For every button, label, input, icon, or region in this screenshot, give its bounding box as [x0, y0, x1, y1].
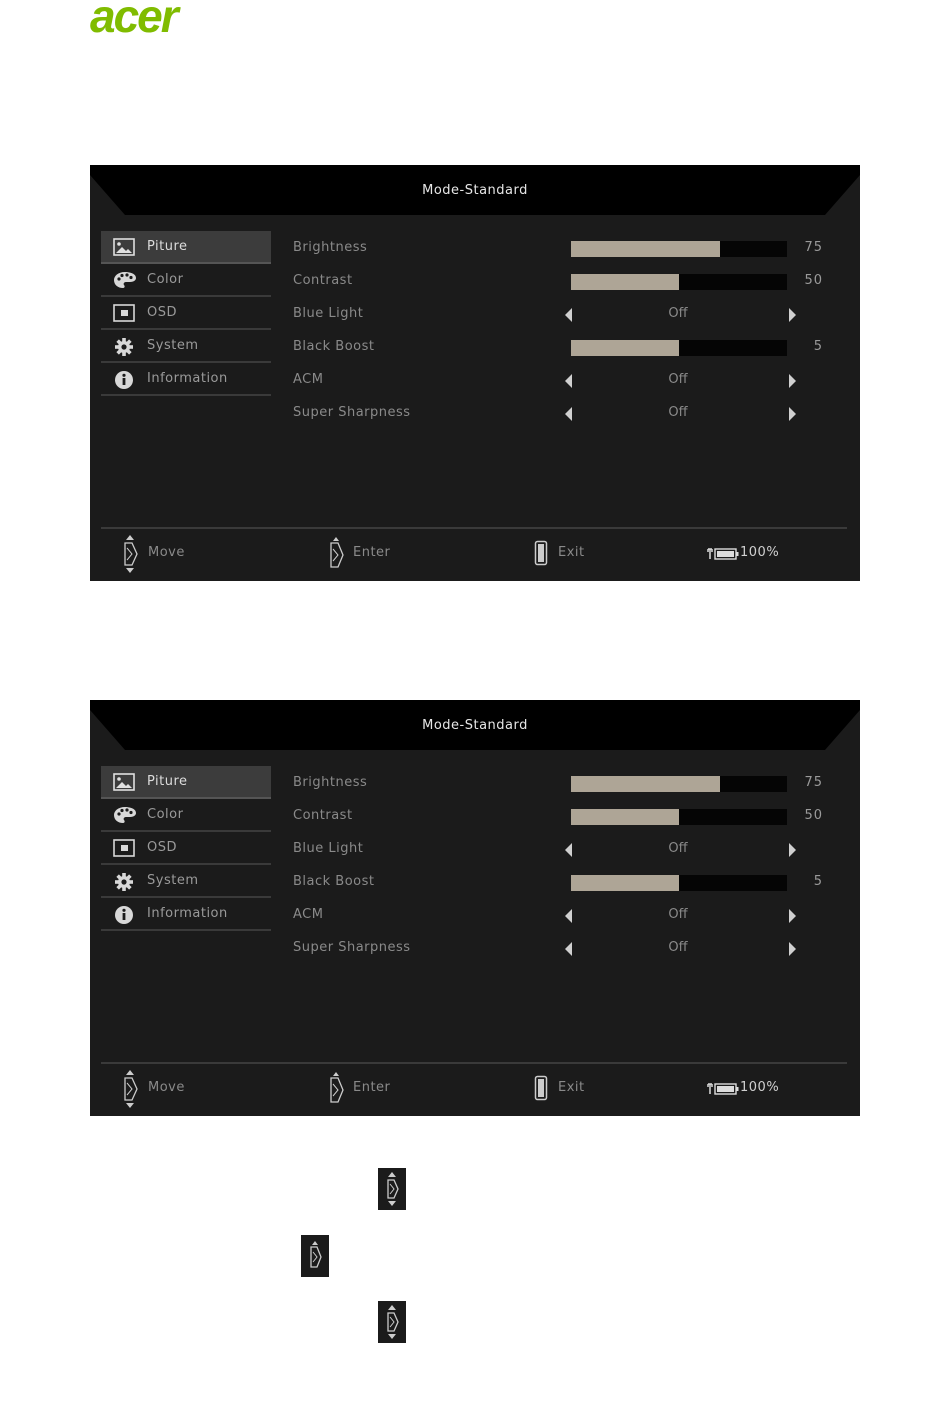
setting-label: Blue Light — [293, 306, 364, 321]
enter-label: Enter — [353, 545, 391, 560]
setting-value: 50 — [804, 273, 823, 288]
level-slider[interactable] — [571, 809, 787, 825]
setting-value: 75 — [804, 240, 823, 255]
picture-icon — [113, 773, 135, 791]
acer-logo — [88, 0, 220, 38]
right-arrow-icon[interactable] — [789, 909, 796, 923]
osd-menu — [101, 231, 271, 396]
svg-text:acer: acer — [90, 0, 177, 38]
setting-row-black-boost[interactable] — [293, 330, 853, 363]
setting-label: Blue Light — [293, 841, 364, 856]
palette-icon — [113, 271, 135, 289]
setting-label: Brightness — [293, 240, 368, 255]
menu-item-label: Color — [147, 272, 184, 287]
osd-panel — [90, 165, 860, 581]
mode-title: Mode-Standard — [422, 183, 528, 198]
menu-item-label: Information — [147, 371, 228, 386]
menu-item-label: System — [147, 338, 199, 353]
battery-percent: 100% — [740, 1080, 780, 1095]
left-arrow-icon[interactable] — [565, 942, 572, 956]
move-key-icon — [378, 1168, 406, 1210]
osd-footer — [90, 531, 860, 581]
setting-value: Off — [668, 907, 688, 922]
level-slider-fill — [571, 340, 679, 356]
level-slider-fill — [571, 776, 720, 792]
level-slider-fill — [571, 274, 679, 290]
mode-title: Mode-Standard — [422, 718, 528, 733]
setting-row-brightness[interactable] — [293, 231, 853, 264]
exit-key-icon — [534, 540, 548, 570]
menu-item-piture[interactable] — [101, 766, 271, 799]
settings-list — [293, 766, 853, 964]
menu-item-system[interactable] — [101, 330, 271, 363]
enter-label: Enter — [353, 1080, 391, 1095]
info-icon — [113, 370, 135, 388]
exit-label: Exit — [558, 545, 585, 560]
setting-label: Black Boost — [293, 339, 375, 354]
menu-item-label: OSD — [147, 840, 177, 855]
menu-item-osd[interactable] — [101, 297, 271, 330]
level-slider-fill — [571, 809, 679, 825]
setting-row-black-boost[interactable] — [293, 865, 853, 898]
level-slider-fill — [571, 241, 720, 257]
setting-value: Off — [668, 405, 688, 420]
footer-divider — [101, 527, 847, 529]
footer-divider — [101, 1062, 847, 1064]
level-slider[interactable] — [571, 875, 787, 891]
setting-row-acm[interactable] — [293, 363, 853, 396]
setting-row-super-sharpness[interactable] — [293, 396, 853, 429]
osd-panel — [90, 700, 860, 1116]
move-label: Move — [148, 545, 185, 560]
menu-item-label: Piture — [147, 239, 188, 254]
exit-key-icon — [534, 1075, 548, 1105]
setting-label: Super Sharpness — [293, 405, 411, 420]
right-arrow-icon[interactable] — [789, 407, 796, 421]
setting-row-blue-light[interactable] — [293, 297, 853, 330]
setting-row-blue-light[interactable] — [293, 832, 853, 865]
setting-row-super-sharpness[interactable] — [293, 931, 853, 964]
menu-item-label: Piture — [147, 774, 188, 789]
move-key-icon — [122, 1069, 140, 1113]
setting-value: Off — [668, 372, 688, 387]
menu-item-label: Color — [147, 807, 184, 822]
setting-value: Off — [668, 841, 688, 856]
right-arrow-icon[interactable] — [789, 843, 796, 857]
palette-icon — [113, 806, 135, 824]
level-slider[interactable] — [571, 241, 787, 257]
exit-label: Exit — [558, 1080, 585, 1095]
setting-label: Brightness — [293, 775, 368, 790]
move-label: Move — [148, 1080, 185, 1095]
settings-list — [293, 231, 853, 429]
left-arrow-icon[interactable] — [565, 308, 572, 322]
menu-item-information[interactable] — [101, 898, 271, 931]
setting-label: Black Boost — [293, 874, 375, 889]
left-arrow-icon[interactable] — [565, 843, 572, 857]
setting-value: Off — [668, 940, 688, 955]
menu-item-osd[interactable] — [101, 832, 271, 865]
osd-footer — [90, 1066, 860, 1116]
osd-header — [90, 165, 860, 215]
osd-header — [90, 700, 860, 750]
left-arrow-icon[interactable] — [565, 909, 572, 923]
info-icon — [113, 905, 135, 923]
enter-key-icon — [328, 536, 346, 576]
right-arrow-icon[interactable] — [789, 374, 796, 388]
right-arrow-icon[interactable] — [789, 942, 796, 956]
left-arrow-icon[interactable] — [565, 407, 572, 421]
level-slider[interactable] — [571, 776, 787, 792]
osd-icon — [113, 304, 135, 322]
setting-row-contrast[interactable] — [293, 264, 853, 297]
menu-item-color[interactable] — [101, 799, 271, 832]
setting-row-brightness[interactable] — [293, 766, 853, 799]
menu-item-system[interactable] — [101, 865, 271, 898]
enter-key-icon — [301, 1235, 329, 1277]
level-slider-fill — [571, 875, 679, 891]
picture-icon — [113, 238, 135, 256]
menu-item-label: Information — [147, 906, 228, 921]
battery-charging-icon — [706, 1081, 740, 1100]
setting-label: ACM — [293, 372, 324, 387]
battery-percent: 100% — [740, 545, 780, 560]
setting-value: Off — [668, 306, 688, 321]
menu-item-information[interactable] — [101, 363, 271, 396]
move-key-icon — [122, 534, 140, 578]
gear-icon — [113, 872, 135, 890]
setting-value: 5 — [813, 874, 823, 889]
menu-item-piture[interactable] — [101, 231, 271, 264]
acer-logo-icon — [88, 0, 220, 38]
setting-value: 75 — [804, 775, 823, 790]
right-arrow-icon[interactable] — [789, 308, 796, 322]
osd-menu — [101, 766, 271, 931]
setting-row-acm[interactable] — [293, 898, 853, 931]
left-arrow-icon[interactable] — [565, 374, 572, 388]
menu-item-color[interactable] — [101, 264, 271, 297]
battery-charging-icon — [706, 546, 740, 565]
setting-label: Contrast — [293, 273, 353, 288]
move-key-icon — [378, 1301, 406, 1343]
menu-item-label: OSD — [147, 305, 177, 320]
setting-label: Contrast — [293, 808, 353, 823]
setting-row-contrast[interactable] — [293, 799, 853, 832]
setting-value: 5 — [813, 339, 823, 354]
menu-item-label: System — [147, 873, 199, 888]
level-slider[interactable] — [571, 274, 787, 290]
level-slider[interactable] — [571, 340, 787, 356]
enter-key-icon — [328, 1071, 346, 1111]
setting-label: ACM — [293, 907, 324, 922]
osd-icon — [113, 839, 135, 857]
gear-icon — [113, 337, 135, 355]
setting-label: Super Sharpness — [293, 940, 411, 955]
setting-value: 50 — [804, 808, 823, 823]
